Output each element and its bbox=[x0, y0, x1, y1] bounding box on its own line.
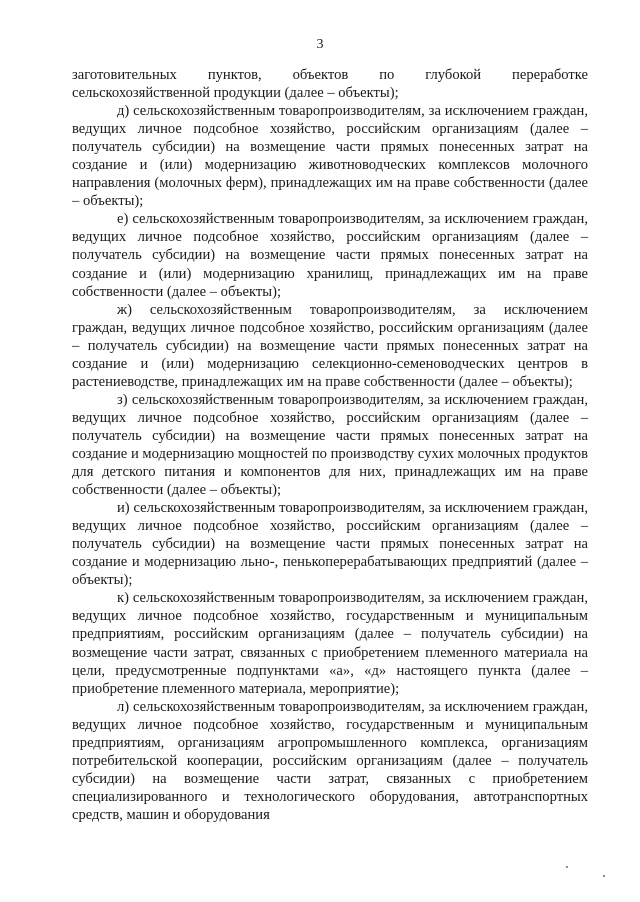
paragraph-item-e: е) сельскохозяйственным товаропроизводителям, за исключением граждан, ведущих личное подсобное хозяйство, российским организациям (далее – получатель субсидии) на возмещение части прямых понесенных затрат на создание и (или) модернизацию хранилищ, принадлежащих им на праве собственности (далее – объекты); bbox=[72, 211, 588, 300]
paragraph-item-z: з) сельскохозяйственным товаропроизводителям, за исключением граждан, ведущих личное подсобное хозяйство, российским организациям (далее – получатель субсидии) на возмещение части прямых понесенных затрат на создание и модернизацию мощностей по производству сухих молочных продуктов для детского питания и компонентов для них, принадлежащих им на праве собственности (далее – объекты); bbox=[72, 391, 588, 499]
paragraph-item-d: д) сельскохозяйственным товаропроизводителям, за исключением граждан, ведущих личное подсобное хозяйство, российским организациям (далее – получатель субсидии) на возмещение части прямых понесенных затрат на создание и (или) модернизацию животноводческих комплексов молочного направления (молочных ферм), принадлежащих им на праве собственности (далее – объекты); bbox=[72, 103, 588, 210]
paragraph-item-i: и) сельскохозяйственным товаропроизводителям, за исключением граждан, ведущих личное подсобное хозяйство, российским организациям (далее – получатель субсидии) на возмещение части прямых понесенных затрат на создание и модернизацию льно-, пенькоперерабатывающих предприятий (далее – объекты); bbox=[72, 500, 588, 589]
paragraph-item-zh: ж) сельскохозяйственным товаропроизводителям, за исключением граждан, ведущих личное подсобное хозяйство, российским организациям (далее – получатель субсидии) на возмещение части прямых понесенных затрат на создание и (или) модернизацию селекционно-семеноводческих центров в растениеводстве, принадлежащих им на праве собственности (далее – объекты); bbox=[72, 301, 588, 390]
paragraph-item-l: л) сельскохозяйственным товаропроизводителям, за исключением граждан, ведущих личное подсобное хозяйство, государственным и муниципальным предприятиям, организациям агропромышленного комплекса, организациям потребительской кооперации, российским организациям (далее – получатель субсидии) на возмещение части затрат, связанных с приобретением специализированного и технологического оборудования, автотранспортных средств, машин и оборудования bbox=[72, 698, 588, 823]
document-body bbox=[72, 66, 588, 824]
scan-speck bbox=[566, 866, 568, 868]
scan-speck bbox=[603, 875, 605, 877]
paragraph-continuation: заготовительных пунктов, объектов по глубокой переработке сельскохозяйственной продукции (далее – объекты); bbox=[72, 67, 588, 102]
page-number: 3 bbox=[316, 37, 324, 52]
paragraph-item-k: к) сельскохозяйственным товаропроизводителям, за исключением граждан, ведущих личное подсобное хозяйство, государственным и муниципальным предприятиям, российским организациям (далее – получатель субсидии) на возмещение части затрат, связанных с приобретением племенного материала на цели, предусмотренные подпунктами «а», «д» настоящего пункта (далее – приобретение племенного материала, мероприятие); bbox=[72, 590, 588, 697]
